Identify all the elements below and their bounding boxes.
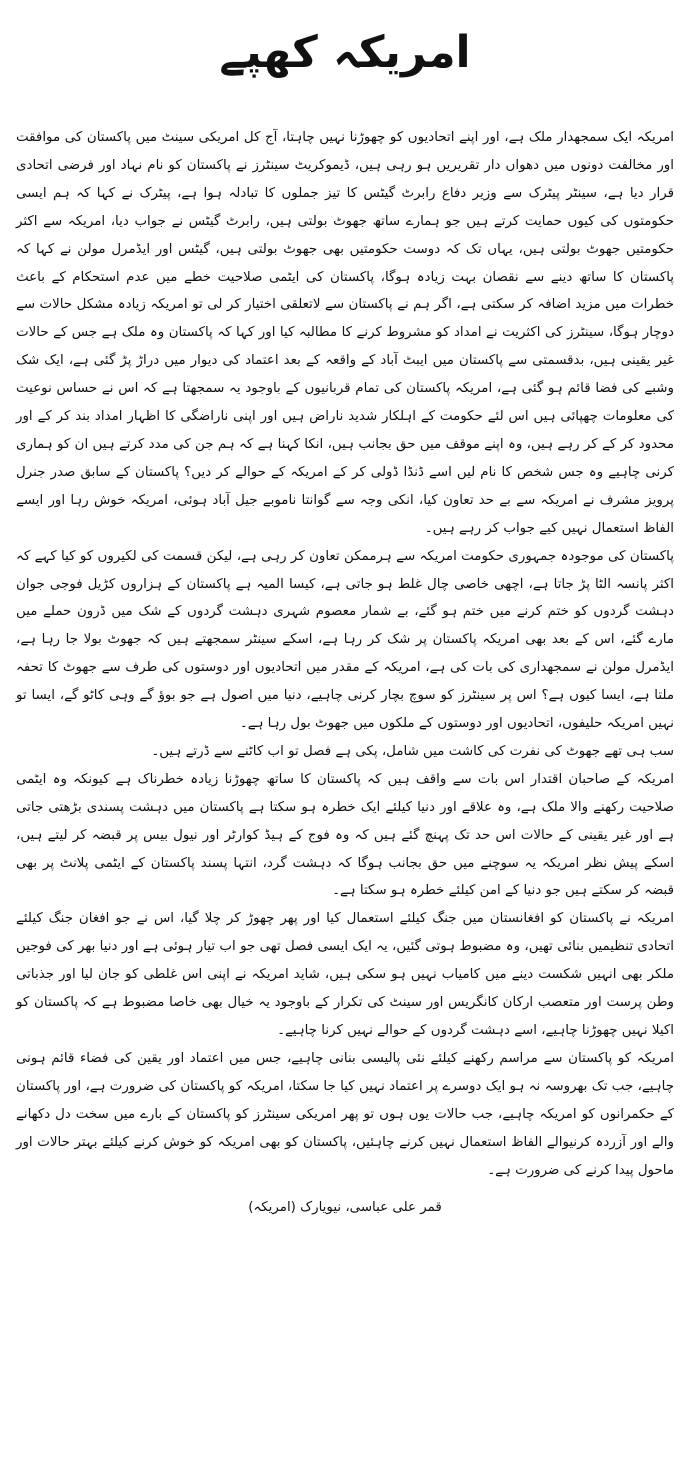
- article-paragraph: پاکستان کی موجودہ جمہوری حکومت امریکہ سے ہرممکن تعاون کر رہی ہے، لیکن قسمت کی لکیروں کو کیا کہے کہ اکثر پانسہ الٹا پڑ جاتا ہے، اچھی خاصی چال غلط ہو جاتی ہے، کیسا المیہ ہے پاکستان کے ہزاروں کڑیل فوجی جوان دہشت گردوں کو ختم کرنے میں ختم ہو گئے، بے شمار معصوم شہری دہشت گردوں کے شک میں ڈرون حملے میں مارے گئے، اس کے بعد بھی امریکہ پاکستان پر شک کر رہا ہے، اسکے سینٹر سمجھتے ہیں کہ جھوٹ بولا جا رہا ہے، ایڈمرل مولن نے سمجھداری کی بات کی ہے، امریکہ کے مقدر میں اتحادیوں اور دوستوں کی طرف سے جھوٹ کا تحفہ ملتا ہے، ایسا کیوں ہے؟ اس پر سینٹرز کو سوچ بچار کرنی چاہیے، دنیا میں اصول ہے جو بوؤ گے وہی کاٹو گے، ایسا تو نہیں امریکہ حلیفوں، اتحادیوں اور دوستوں کے ملکوں میں جھوٹ بول رہا ہے۔: [16, 548, 674, 732]
- article-verse: سب ہی تھے جھوٹ کی نفرت کی کاشت میں شامل، پکی ہے فصل تو اب کاٹنے سے ڈرتے ہیں۔: [151, 743, 674, 759]
- article-paragraph: امریکہ کے صاحبان اقتدار اس بات سے واقف ہیں کہ پاکستان کا ساتھ چھوڑنا زیادہ خطرناک ہے کیونکہ وہ ایٹمی صلاحیت رکھنے والا ملک ہے، وہ علاقے اور دنیا کیلئے ایک خطرہ ہو سکتا ہے پاکستان میں دہشت پسندی بڑھتی جاتی ہے اور غیر یقینی کے حالات اس حد تک پہنچ گئے ہیں کہ وہ فوج کے ہیڈ کوارٹر اور نیول بیس پر قبضہ کر لیتے ہیں، اسکے پیش نظر امریکہ یہ سوچنے میں حق بجانب ہوگا کہ دہشت گرد، انتہا پسند پاکستان کے ایٹمی پلانٹ پر بھی قبضہ کر سکتے ہیں جو دنیا کے امن کیلئے خطرہ ہو سکتا ہے۔: [16, 771, 674, 899]
- article-paragraph: امریکہ کو پاکستان سے مراسم رکھنے کیلئے نئی پالیسی بنانی چاہیے، جس میں اعتماد اور یقین کی فضاء قائم ہونی چاہیے، جب تک بھروسہ نہ ہو ایک دوسرے پر اعتماد نہیں کیا جا سکتا، امریکہ کو پاکستان کی ضرورت ہے، اور پاکستان کے حکمرانوں کو امریکہ چاہیے، جب حالات یوں ہوں تو پھر امریکی سینٹرز کو پاکستان کے بارے میں سخت دل دکھانے والے اور آزردہ کرنیوالے الفاظ استعمال نہیں کرنے چاہئیں، پاکستان کو بھی امریکہ کو خوش کرنے کیلئے بہتر حالات اور ماحول پیدا کرنے کی ضرورت ہے۔: [16, 1050, 674, 1178]
- article-body: [16, 124, 674, 1184]
- article-headline: امریکہ کھپے: [219, 27, 471, 78]
- article-paragraph: امریکہ نے پاکستان کو افغانستان میں جنگ کیلئے استعمال کیا اور پھر چھوڑ کر چلا گیا، اس نے جو افغان جنگ کیلئے اتحادی تنظیمیں بنائی تھیں، وہ مضبوط ہوتی گئیں، یہ ایک ایسی فصل تھی جو اب تیار ہوئی ہے اور دنیا بھر کی فوجیں ملکر بھی انہیں شکست دینے میں کامیاب نہیں ہو سکی ہیں، شاید امریکہ نے اپنی اس غلطی کو جان لیا اور جذباتی وطن پرست اور متعصب ارکان کانگریس اور سینٹ کی تکرار کے باوجود یہ خیال بھی خاصا مضبوط ہے کہ پاکستان کو اکیلا نہیں چھوڑنا چاہیے، اسے دہشت گردوں کے حوالے نہیں کرنا چاہیے۔: [16, 911, 674, 1038]
- author-byline: قمر علی عباسی، نیویارک (امریکہ): [248, 1200, 442, 1216]
- article-paragraph: امریکہ ایک سمجھدار ملک ہے، اور اپنے اتحادیوں کو چھوڑنا نہیں چاہتا، آج کل امریکی سینٹ میں پاکستان کی موافقت اور مخالفت دونوں میں دھواں دار تقریریں ہو رہی ہیں، ڈیموکریٹ سینٹرز نے پاکستان کو نام نہاد اور فرضی اتحادی قرار دیا ہے، سینٹر پیٹرک سے وزیر دفاع رابرٹ گیٹس کا تیز جملوں کا تبادلہ ہوا ہے، پیٹرک نے کہا کہ ہم ایسی حکومتوں کی کیوں حمایت کرتے ہیں جو ہمارے ساتھ جھوٹ بولتی ہیں، رابرٹ گیٹس نے جواب دیا، امریکہ سے اکثر حکومتیں جھوٹ بولتی ہیں، یہاں تک کہ دوست حکومتیں بھی جھوٹ بولتی ہیں، گیٹس اور ایڈمرل مولن نے کہا کہ پاکستان کا ساتھ دینے سے نقصان بہت زیادہ ہوگا، پاکستان کی ایٹمی صلاحیت خطے میں عدم استحکام کے باعث خطرات میں مزید اضافہ کر سکتی ہے، اگر ہم نے پاکستان سے لاتعلقی اختیار کر لی تو امریکہ زیادہ مشکل حالات سے دوچار ہوگا، سینٹرز کی اکثریت نے امداد کو مشروط کرنے کا مطالبہ کیا اور کہا کہ پاکستان وہ ملک ہے جس کے حالات غیر یقینی ہیں، بدقسمتی سے پاکستان میں ایبٹ آباد کے واقعہ کے بعد اعتماد کی دیوار میں دراڑ پڑ گئی ہے، ایک شک وشبے کی فضا قائم ہو گئی ہے، امریکہ پاکستان کی تمام قربانیوں کے باوجود یہ سمجھتا ہے کہ اس نے حساس نوعیت کی معلومات چھپائی ہیں اس لئے حکومت کے اہلکار شدید ناراض ہیں اور اپنی ناراضگی کا اظہار امداد بند کر کے اور محدود کر کے کر رہے ہیں، وہ اپنے موقف میں حق بجانب ہیں، انکا کہنا ہے کہ ہم جن کی مدد کرتے ہیں ان کو ہماری کرنی چاہیے وہ جس شخص کا نام لیں اسے ڈنڈا ڈولی کر کے امریکہ کے حوالے کر دیں؟ پاکستان کے سابق صدر جنرل پرویز مشرف نے امریکہ سے بے حد تعاون کیا، انکی وجہ سے گوانتا ناموبے جیل آباد ہوئی، امریکہ خوش رہا اور ایسے الفاظ استعمال نہیں کیے جواب کر رہے ہیں۔: [16, 130, 674, 536]
